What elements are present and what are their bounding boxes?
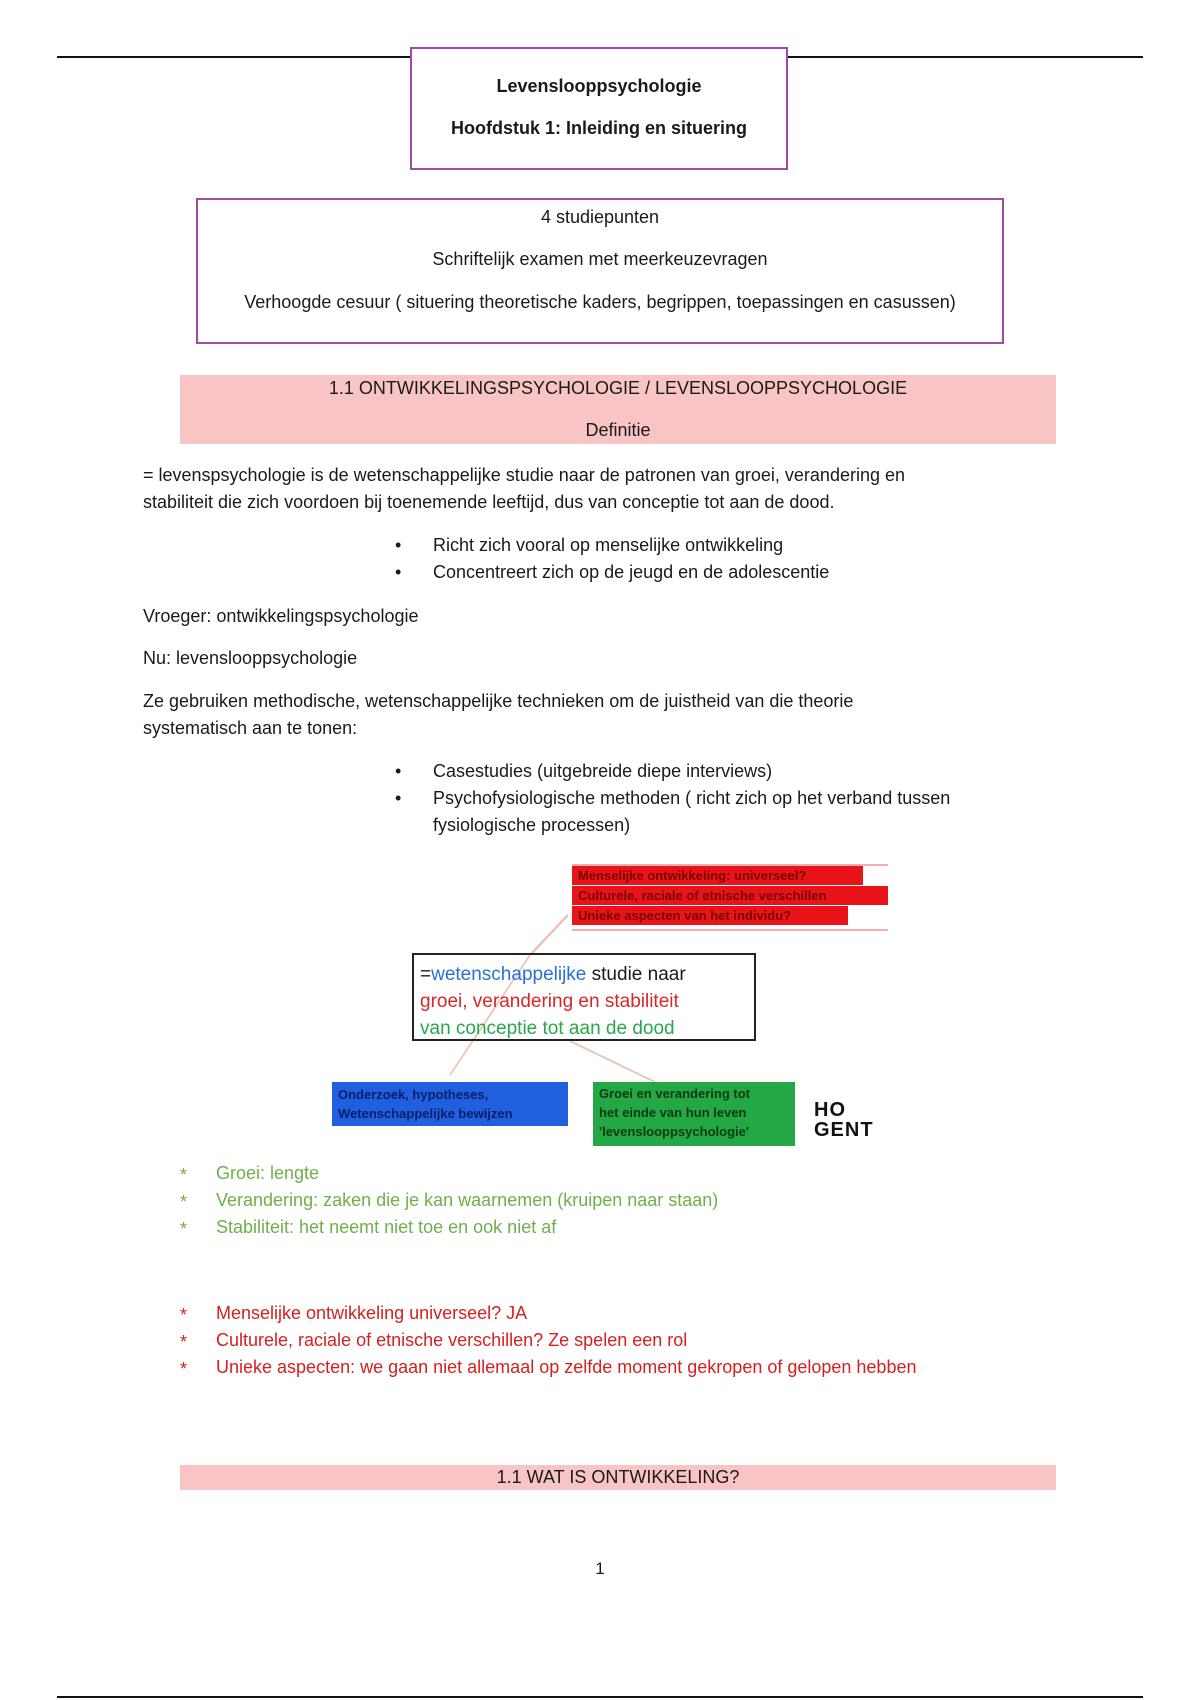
- course-info-box: [196, 198, 1004, 344]
- slide-figure: [320, 860, 920, 1160]
- focus-bullet-list: [395, 532, 1055, 586]
- hogent-logo: [814, 1100, 874, 1140]
- bottom-rule: [57, 1696, 1143, 1698]
- section-heading: 1.1 ONTWIKKELINGSPSYCHOLOGIE / LEVENSLOOPPSYCHOLOGIE: [328, 378, 908, 398]
- exam-text: Schriftelijk examen met meerkeuzevragen: [432, 249, 768, 269]
- list-item: * Verandering: zaken die je kan waarnemen (kruipen naar staan): [178, 1187, 718, 1214]
- list-item: * Culturele, raciale of etnische verschillen? Ze spelen een rol: [178, 1327, 916, 1354]
- def-rest: studie naar: [586, 964, 686, 985]
- chapter-title: Hoofdstuk 1: Inleiding en situering: [450, 118, 747, 138]
- list-item: • Richt zich vooral op menselijke ontwikkeling: [395, 532, 1055, 559]
- green-box-line: 'levenslooppsychologie': [599, 1124, 749, 1139]
- definition-line: = levenspsychologie is de wetenschappelijke studie naar de patronen van groei, verandering en: [143, 465, 906, 485]
- course-title: Levenslooppsychologie: [496, 76, 702, 96]
- red-question-line: Menselijke ontwikkeling: universeel?: [572, 866, 863, 885]
- list-item: [395, 785, 1055, 839]
- blue-research-box: [332, 1082, 568, 1126]
- def-blue-word: wetenschappelijke: [431, 964, 587, 985]
- section-heading-band: [180, 375, 1056, 444]
- cesuur-text: Verhoogde cesuur ( situering theoretische kaders, begrippen, toepassingen en casussen): [244, 292, 956, 312]
- blue-box-line: Wetenschappelijke bewijzen: [338, 1106, 513, 1121]
- list-item: * Stabiliteit: het neemt niet toe en ook niet af: [178, 1214, 718, 1241]
- list-item: • Concentreert zich op de jeugd en de adolescentie: [395, 559, 1055, 586]
- nu-text: Nu: levenslooppsychologie: [143, 648, 358, 668]
- def-prefix: =: [420, 964, 432, 985]
- definition-box-line: [420, 961, 748, 988]
- green-box-line: Groei en verandering tot: [599, 1086, 750, 1101]
- list-item: * Groei: lengte: [178, 1160, 718, 1187]
- methods-line: Ze gebruiken methodische, wetenschappelijke technieken om de juistheid van die theorie: [143, 691, 854, 711]
- red-question-line: Culturele, raciale of etnische verschillen: [572, 886, 888, 905]
- list-item-line: Psychofysiologische methoden ( richt zich op het verband tussen: [433, 788, 951, 808]
- methods-line: systematisch aan te tonen:: [143, 718, 358, 738]
- red-questions-box: [572, 866, 888, 924]
- definition-box: [412, 953, 756, 1041]
- green-explanation-list: [178, 1160, 718, 1241]
- def-green-line: van conceptie tot aan de dood: [420, 1018, 675, 1039]
- logo-line: HO: [814, 1099, 846, 1121]
- red-question-line: Unieke aspecten van het individu?: [572, 906, 848, 925]
- list-item-line: fysiologische processen): [433, 815, 631, 835]
- methods-paragraph: [143, 688, 1043, 742]
- green-box-line: het einde van hun leven: [599, 1105, 747, 1120]
- section-subheading: Definitie: [585, 420, 651, 440]
- list-item: • Casestudies (uitgebreide diepe interviews): [395, 758, 1055, 785]
- methods-bullet-list: [395, 758, 1055, 839]
- logo-line: GENT: [814, 1119, 874, 1141]
- vroeger-text: Vroeger: ontwikkelingspsychologie: [143, 606, 419, 626]
- connector-line: [570, 1041, 655, 1082]
- connector-line: [530, 915, 568, 955]
- credits-text: 4 studiepunten: [540, 207, 660, 227]
- list-item: * Menselijke ontwikkeling universeel? JA: [178, 1300, 916, 1327]
- definition-paragraph: [143, 462, 1043, 516]
- red-explanation-list: [178, 1300, 916, 1381]
- definition-line: stabiliteit die zich voordoen bij toenemende leeftijd, dus van conceptie tot aan de dood.: [143, 492, 835, 512]
- section2-heading: 1.1 WAT IS ONTWIKKELING?: [180, 1465, 1056, 1490]
- blue-box-line: Onderzoek, hypotheses,: [338, 1087, 489, 1102]
- list-item: * Unieke aspecten: we gaan niet allemaal op zelfde moment gekropen of gelopen hebben: [178, 1354, 916, 1381]
- title-box: [410, 47, 788, 170]
- green-growth-box: [593, 1082, 795, 1146]
- page-number: 1: [595, 1559, 605, 1578]
- def-red-line: groei, verandering en stabiliteit: [420, 991, 679, 1012]
